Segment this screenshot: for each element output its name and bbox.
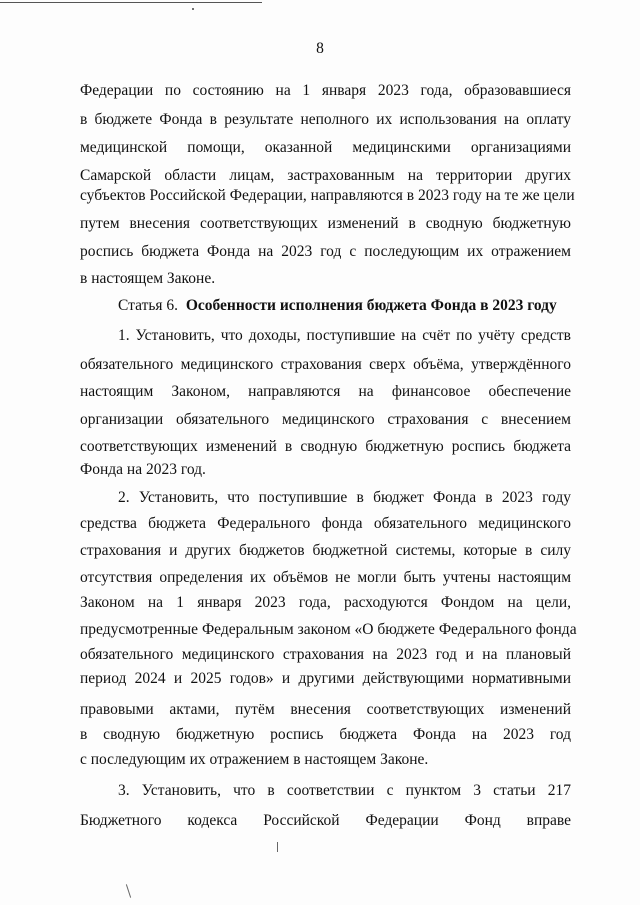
text-line: обязательного медицинского страхования на 2023 год и на плановый bbox=[80, 646, 571, 663]
text-line: Бюджетного кодекса Российской Федерации Фонд вправе bbox=[80, 812, 571, 829]
article-number: Статья 6. bbox=[118, 297, 179, 314]
text-line: предусмотренные Федеральным законом «О бюджете Федерального фонда bbox=[80, 621, 577, 638]
text-line: средства бюджета Федерального фонда обязательного медицинского bbox=[80, 515, 571, 532]
text-line: Самарской области лицам, застрахованным на территории других bbox=[80, 167, 571, 184]
text-line: в настоящем Законе. bbox=[80, 270, 216, 287]
article-heading bbox=[118, 296, 578, 316]
text-line: Законом на 1 января 2023 года, расходуются Фондом на цели, bbox=[80, 594, 571, 611]
text-line: правовыми актами, путём внесения соответствующих изменений bbox=[80, 701, 571, 718]
text-line: настоящим Законом, направляются на финансовое обеспечение bbox=[80, 383, 571, 400]
text-line: 3. Установить, что в соответствии с пунктом 3 статьи 217 bbox=[118, 782, 571, 799]
text-line: соответствующих изменений в сводную бюджетную роспись бюджета bbox=[80, 438, 571, 455]
text-line: Фонда на 2023 год. bbox=[80, 461, 206, 478]
text-line: в бюджете Фонда в результате неполного их использования на оплату bbox=[80, 111, 571, 128]
text-line: отсутствия определения их объёмов не могли быть учтены настоящим bbox=[80, 569, 571, 586]
text-line: 1. Установить, что доходы, поступившие на счёт по учёту средств bbox=[118, 327, 571, 344]
text-line: с последующим их отражением в настоящем Законе. bbox=[80, 751, 429, 768]
scan-artifact-mark bbox=[277, 842, 278, 852]
text-line: организации обязательного медицинского страхования с внесением bbox=[80, 411, 571, 428]
text-line: путем внесения соответствующих изменений в сводную бюджетную bbox=[80, 215, 571, 232]
scan-artifact-mark bbox=[126, 884, 131, 898]
scan-speck bbox=[192, 8, 194, 10]
text-line: период 2024 и 2025 годов» и другими действующими нормативными bbox=[80, 670, 571, 687]
text-line: в сводную бюджетную роспись бюджета Фонда на 2023 год bbox=[80, 726, 571, 743]
text-line: Федерации по состоянию на 1 января 2023 года, образовавшиеся bbox=[80, 82, 571, 99]
text-line: субъектов Российской Федерации, направляются в 2023 году на те же цели bbox=[80, 187, 575, 204]
text-line: обязательного медицинского страхования сверх объёма, утверждённого bbox=[80, 356, 571, 373]
text-line: страхования и других бюджетов бюджетной системы, которые в силу bbox=[80, 542, 571, 559]
text-line: роспись бюджета Фонда на 2023 год с последующим их отражением bbox=[80, 243, 571, 260]
scan-artifact-line bbox=[0, 2, 262, 3]
text-line: медицинской помощи, оказанной медицинскими организациями bbox=[80, 139, 571, 156]
article-title: Особенности исполнения бюджета Фонда в 2023 году bbox=[185, 297, 557, 314]
page-number: 8 bbox=[316, 40, 324, 57]
text-line: 2. Установить, что поступившие в бюджет Фонда в 2023 году bbox=[118, 489, 571, 506]
